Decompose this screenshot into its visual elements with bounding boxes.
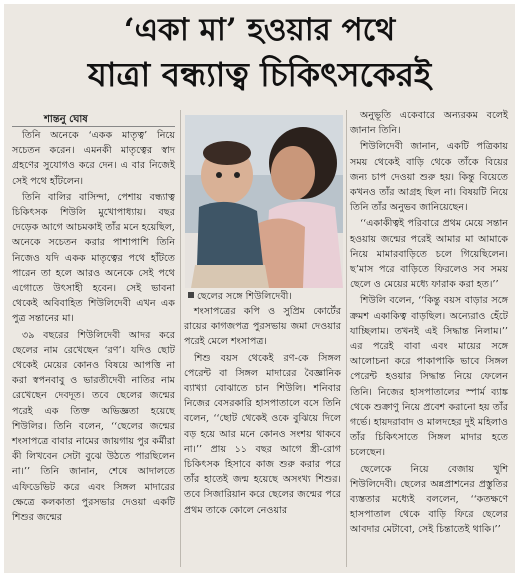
article-paragraph: অনুভূতি একেবারে অন্যরকম বলেই জানান তিনি। <box>350 110 508 137</box>
article-column-middle <box>184 304 341 519</box>
caption-square-icon <box>188 292 194 298</box>
article-photo <box>185 115 343 288</box>
article-column-right <box>350 108 508 539</box>
photo-caption <box>188 290 292 305</box>
caption-text: ছেলের সঙ্গে শিউলিদেবী। <box>197 291 292 302</box>
article-paragraph: শিউলিদেবী জানান, একটি পত্রিকায় সময় থেকেই বাড়ি থেকে তাঁকে বিয়ের জন্য চাপ দেওয়া শুরু হয়। কিন্তু বিয়েতে কখনও তাঁর আগ্রহ ছিল না। বিষয়টি নিয়ে তিনি তাঁর অনুভব জানিয়েছেন। <box>350 141 508 214</box>
article-paragraph: শিউলি বলেন, ‘‘কিন্তু বয়স বাড়ার সঙ্গে ক্রমশ একাকিত্ব বাড়ছিল। অন্যেরাও হেঁটে যাচ্ছিলাম। তখনই এই সিদ্ধান্ত নিলাম।’’ এর পরেই বাবা এবং মায়ের সঙ্গে আলোচনা করে পাকাপাকি ভাবে সিঙ্গল পেরেন্ট হওয়ার সিদ্ধান্ত নিয়ে ফেলেন তিনি। নিজের হাসপাতালের স্পার্ম ব্যাঙ্ক থেকে শুক্রাণু নিয়ে প্রবেশ করানো হয় তাঁর গর্ভে। হায়দরাবাদ ও মালদহের দুই মহিলাও তাঁর চিকিৎসাতে সিঙ্গল মাদার হতে চলেছেন। <box>350 295 508 459</box>
article-paragraph: শিশু বয়স থেকেই রণ-কে সিঙ্গল পেরেন্ট বা সিঙ্গল মাদারের বৈজ্ঞানিক ব্যাখ্যা বোঝাতে চান শিউলি। শনিবার নিজের বেসরকারি হাসপাতালে বসে তিনি বলেন, ‘‘ছোট থেকেই ওকে বুঝিয়ে দিলে বড় হয়ে আর মনে কোনও সংশয় থাকবে না।’’ প্রায় ১১ বছর আগে স্ত্রী-রোগ চিকিৎসক হিসাবে কাজ শুরু করার পরে তাঁর হাতেই জন্ম হয়েছে অসংখ্য শিশুর। তবে সিজারিয়ান করে ছেলের জন্মের পরে প্রথম তাকে কোলে নেওয়ার <box>184 352 341 516</box>
article-paragraph: ছেলেকে নিয়ে বেজায় খুশি শিউলিদেবী। ছেলের অন্নপ্রাশনের প্রস্তুতির ব্যস্ততার মধ্যেই বললেন, ‘‘কতক্ষণে হাসপাতাল থেকে বাড়ি ফিরে ছেলের আবদার মেটাবো, সেই চিন্তাতেই থাকি।’’ <box>350 463 508 536</box>
article-paragraph: ৩৯ বছরের শিউলিদেবী আদর করে ছেলের নাম রেখেছেন ‘রণ’। যদিও ছোট থেকেই মেয়ের কোনও বিষয়ে আপত্তি না করা স্বপনবাবু ও ভারতীদেবী নাতির নাম রেখেছেন দেবদূত। তবে ছেলের জন্মের পরেই এক তিক্ত অভিজ্ঞতা হয়েছে শিউলির। তিনি বলেন, ‘‘ছেলের জন্মের শংসাপত্রে বাবার নামের জায়গায় পুর কর্মীরা কী লিখবেন সেটা বুঝে উঠতে পারছিলেন না।’’ তিনি জানান, শেষে আদালতে এফিডেভিট করে এবং সিঙ্গল মাদারের ক্ষেত্রে কলকাতা পুরসভার দেওয়া একটি শিশুর জন্মের <box>12 329 175 524</box>
column-divider <box>180 110 181 567</box>
article-paragraph: শংসাপত্রের কপি ও সুপ্রিম কোর্টের রায়ের কাগজপত্র পুরসভায় জমা দেওয়ার পরেই মেলে শংসাপত্র। <box>184 306 341 348</box>
byline: শান্তনু ঘোষ <box>44 114 88 125</box>
mother-and-child-photo <box>185 115 343 288</box>
newspaper-clipping <box>4 4 515 573</box>
article-paragraph: তিনি অনেকে ‘একক মাতৃত্ব’ নিয়ে সচেতন করেন। এমনকী মাতৃত্বের স্বাদ গ্রহণের সুযোগও করে দেন। এ বার নিজেই সেই পথে হাঁটলেন। <box>12 130 175 187</box>
article-column-left <box>12 128 175 526</box>
article-paragraph: তিনি বালির বাসিন্দা, পেশায় বন্ধ্যাত্ব চিকিৎসক শিউলি মুখোপাধ্যায়। বছর দেড়েক আগে আচমকাই তাঁর মনে হয়েছিল, অনেকে সচেতন করার পাশাপাশি তিনি নিজেও যদি একক মাতৃত্বের পথে হাঁটতে পারেন তা হলে আরও অনেকে সেই পথে এগোতে উৎসাহী হবেন। সেই ভাবনা থেকেই অবিবাহিত শিউলিদেবী এখন এক পুত্র সন্তানের মা। <box>12 191 175 325</box>
byline-divider <box>12 126 175 127</box>
article-paragraph: ‘‘একাকীত্বই পরিবারে প্রথম মেয়ে সন্তান হওয়ায় জন্মের পরেই আমার মা আমাকে নিয়ে মামারবাড়িতে চলে গিয়েছিলেন। ছ’মাস পরে বাড়িতে ফিরলেও সব সময় ছেলে ও মেয়ের মধ্যে ফারাক করা হত।’’ <box>350 218 508 291</box>
column-divider <box>346 110 347 567</box>
headline-line-2: যাত্রা বন্ধ্যাত্ব চিকিৎসকেরই <box>87 55 432 94</box>
headline-line-1: ‘একা মা’ হওয়ার পথে <box>123 12 396 48</box>
